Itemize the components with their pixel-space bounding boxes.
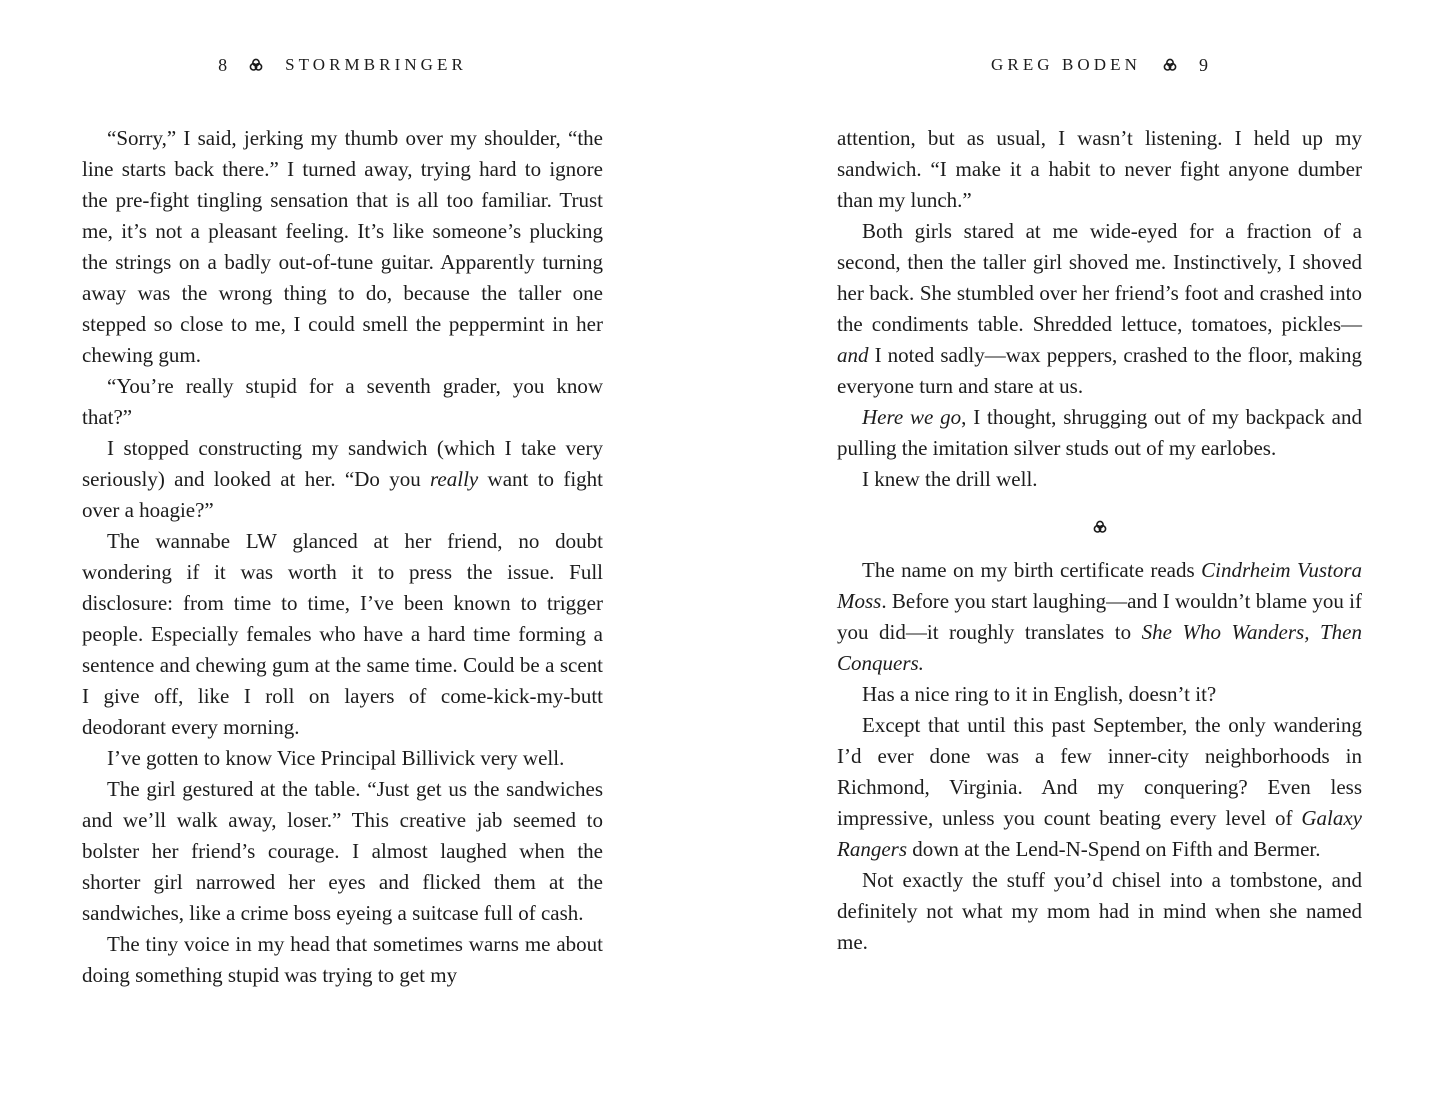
section-break: [837, 495, 1362, 555]
right-running-head: GREG BODEN: [991, 55, 1141, 74]
right-page-header: [837, 54, 1362, 76]
text-run: Both girls stared at me wide-eyed for a fraction of a second, then the taller girl shoved me. Instinctively, I shoved her back. She stumbled over her friend’s foot and crashed into the condiments table. Shredded lettuce, tomatoes, pickles—: [837, 219, 1362, 336]
text-run: I noted sadly—wax peppers, crashed to the floor, making everyone turn and stare at us.: [837, 343, 1362, 398]
paragraph: [837, 123, 1362, 216]
paragraph: [82, 743, 603, 774]
text-run: . Before you start laughing—and I wouldn’t blame you if you did—it roughly translates to: [837, 589, 1362, 644]
text-run: The wannabe LW glanced at her friend, no doubt wondering if it was worth it to press the issue. Full disclosure: from time to time, I’ve been known to trigger people. Especially females who have a hard time forming a sentence and chewing gum at the same time. Could be a scent I give off, like I roll on layers of come-kick-my-butt deodorant every morning.: [82, 529, 603, 739]
paragraph: [837, 555, 1362, 679]
paragraph: [837, 402, 1362, 464]
paragraph: [82, 774, 603, 929]
paragraph: [82, 929, 603, 991]
text-run: The tiny voice in my head that sometimes warns me about doing something stupid was trying to get my: [82, 932, 603, 987]
paragraph: [82, 433, 603, 526]
text-run: down at the Lend-N-Spend on Fifth and Bermer.: [907, 837, 1321, 861]
text-run: Not exactly the stuff you’d chisel into a tombstone, and definitely not what my mom had in mind when she named me.: [837, 868, 1362, 954]
page-right: [837, 0, 1362, 958]
italic-text-run: really: [430, 467, 479, 491]
right-page-body: [837, 123, 1362, 958]
text-run: The name on my birth certificate reads: [862, 558, 1202, 582]
text-run: “You’re really stupid for a seventh grader, you know that?”: [82, 374, 603, 429]
triquetra-icon: [1092, 519, 1108, 535]
italic-text-run: She Who Wanders, Then Conquers.: [837, 620, 1362, 675]
paragraph: [837, 865, 1362, 958]
text-run: attention, but as usual, I wasn’t listening. I held up my sandwich. “I make it a habit to never fight anyone dumber than my lunch.”: [837, 126, 1362, 212]
triquetra-icon: [248, 57, 264, 73]
text-run: I’ve gotten to know Vice Principal Billivick very well.: [107, 746, 565, 770]
text-run: The girl gestured at the table. “Just get us the sandwiches and we’ll walk away, loser.” This creative jab seemed to bolster her friend’s courage. I almost laughed when the shorter girl narrowed her eyes and flicked them at the sandwiches, like a crime boss eyeing a suitcase full of cash.: [82, 777, 603, 925]
right-page-number: 9: [1198, 54, 1208, 75]
text-run: I stopped constructing my sandwich (which I take very seriously) and looked at her. “Do you: [82, 436, 603, 491]
paragraph: [82, 123, 603, 371]
text-run: Has a nice ring to it in English, doesn’t it?: [862, 682, 1217, 706]
triquetra-icon: [1162, 57, 1178, 73]
italic-text-run: and: [837, 343, 869, 367]
text-run: , I thought, shrugging out of my backpack and pulling the imitation silver studs out of my earlobes.: [837, 405, 1362, 460]
text-run: “Sorry,” I said, jerking my thumb over my shoulder, “the line starts back there.” I turned away, trying hard to ignore the pre-fight tingling sensation that is all too familiar. Trust me, it’s not a pleasant feeling. It’s like someone’s plucking the strings on a badly out-of-tune guitar. Apparently turning away was the wrong thing to do, because the taller one stepped so close to me, I could smell the peppermint in her chewing gum.: [82, 126, 603, 367]
paragraph: [837, 464, 1362, 495]
paragraph: [82, 371, 603, 433]
italic-text-run: Cindrheim Vustora Moss: [837, 558, 1362, 613]
italic-text-run: Here we go: [862, 405, 962, 429]
italic-text-run: Galaxy Rangers: [837, 806, 1362, 861]
paragraph: [837, 710, 1362, 865]
left-running-head: STORMBRINGER: [285, 55, 467, 74]
text-run: I knew the drill well.: [862, 467, 1038, 491]
page-left: [82, 0, 603, 991]
left-page-body: [82, 123, 603, 991]
paragraph: [837, 679, 1362, 710]
paragraph: [837, 216, 1362, 402]
left-page-number: 8: [218, 54, 228, 75]
text-run: Except that until this past September, the only wandering I’d ever done was a few inner-city neighborhoods in Richmond, Virginia. And my conquering? Even less impressive, unless you count beating every level of: [837, 713, 1362, 830]
left-page-header: [82, 54, 603, 76]
text-run: want to fight over a hoagie?”: [82, 467, 604, 522]
paragraph: [82, 526, 603, 743]
